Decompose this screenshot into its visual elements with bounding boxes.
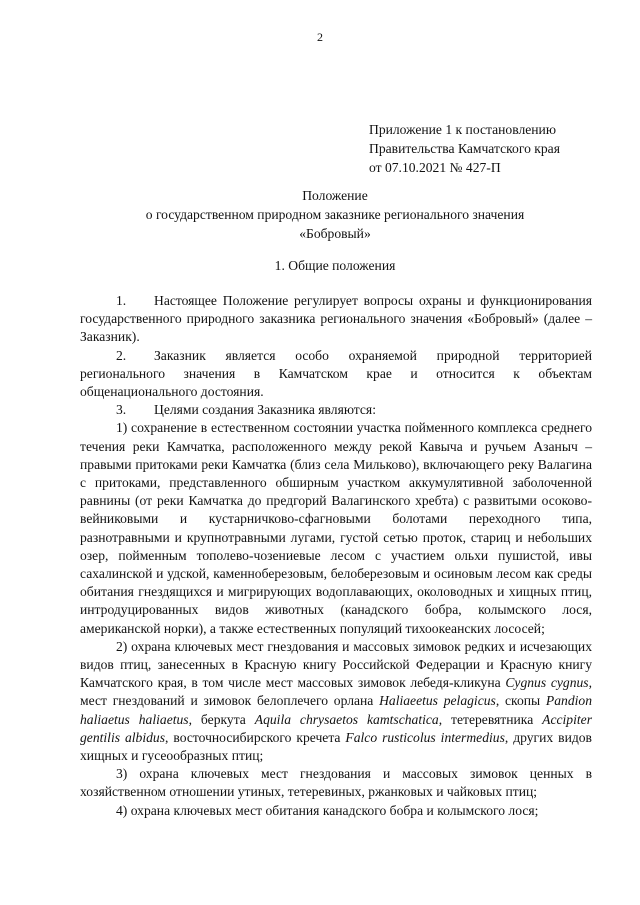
species-name: Falco rusticolus intermedius	[345, 729, 505, 745]
paragraph-1	[80, 292, 592, 347]
title-line-1: Положение	[302, 188, 368, 203]
goal-3: 3) охрана ключевых мест гнездования и массовых зимовок ценных в хозяйственном отношении утиных, тетеревиных, ржанковых и чайковых птиц;	[80, 766, 592, 800]
goal-2-text: , беркута	[188, 711, 255, 727]
paragraph-2	[80, 347, 592, 402]
species-name: Pandion haliaetus haliaetus	[80, 693, 592, 727]
section-heading: 1. Общие положения	[274, 258, 396, 273]
paragraph-text: Настоящее Положение регулирует вопросы охраны и функционирования государственного природного заказника регионального значения «Бобровый» (далее – Заказник).	[80, 293, 592, 345]
paragraph-text: Заказник является особо охраняемой природной территорией регионального значения в Камчатском крае и относится к объектам общенационального достояния.	[80, 347, 592, 400]
species-name: Haliaeetus pelagicus	[379, 693, 496, 709]
species-name: Accipiter gentilis albidus	[80, 711, 592, 745]
goal-2-text: , мест гнездований и зимовок белоплечего орлана	[80, 675, 592, 709]
attachment-line-3: от 07.10.2021 № 427-П	[369, 160, 501, 175]
paragraph-text: Целями создания Заказника являются:	[154, 402, 376, 418]
goal-4: 4) охрана ключевых мест обитания канадского бобра и колымского лося;	[116, 802, 539, 818]
species-name: Aquila chrysaetos kamtschatica	[254, 711, 439, 727]
document-body	[80, 292, 592, 820]
page-number: 2	[317, 30, 323, 44]
paragraph-3	[80, 401, 592, 419]
paragraph-number: 3.	[116, 402, 127, 418]
goal-2	[80, 638, 592, 765]
attachment-line-2: Правительства Камчатского края	[369, 141, 560, 156]
title-line-3: «Бобровый»	[299, 226, 371, 241]
species-name: Cygnus cygnus	[505, 675, 589, 691]
goal-2-text: , других видов хищных и гусеообразных птиц;	[80, 729, 592, 764]
document-title	[80, 186, 590, 243]
attachment-line-1: Приложение 1 к постановлению	[369, 122, 556, 137]
title-line-2: о государственном природном заказнике регионального значения	[145, 207, 525, 222]
paragraph-number: 1.	[116, 293, 127, 308]
goal-1: 1) сохранение в естественном состоянии участка пойменного комплекса среднего течения реки Камчатка, расположенного между рекой Кавыча и ручьем Азаныч – правыми притоками реки Камчатка (близ села Мильково), включающего реку Валагина с притоками, представленного обширным участком аккумулятивной заболоченной равнины (от реки Камчатка до предгорий Валагинского хребта) с развитыми осоково-вейниковыми и кустарничково-сфагновыми болотами переходного типа, разнотравными и крупнотравными лугами, густой сетью проток, стариц и небольших озер, пойменным тополево-чозениевые лесом с участием ольхи пушистой, ивы сахалинской и удской, каменноберезовым, белоберезовым и осиновым лесом как среды обитания гнездящихся и мигрирующих водоплавающих, околоводных и хищных птиц, интродуцированных видов животных (канадского бобра, колымского лося, американской норки), а также естественных популяций тихоокеанских лососей;	[80, 420, 592, 636]
goal-2-text: 2) охрана ключевых мест гнездования и массовых зимовок редких и исчезающих видов птиц, занесенных в Красную книгу Российской Федерации и Красную книгу Камчатского края, в том числе мест массовых зимовок лебедя-кликуна	[80, 638, 592, 691]
attachment-note	[369, 120, 629, 177]
goal-2-text: , скопы	[495, 693, 546, 709]
goal-2-text: , восточносибирского кречета	[165, 729, 346, 745]
goal-2-text: , тетеревятника	[438, 711, 543, 727]
paragraph-number: 2.	[116, 347, 127, 363]
